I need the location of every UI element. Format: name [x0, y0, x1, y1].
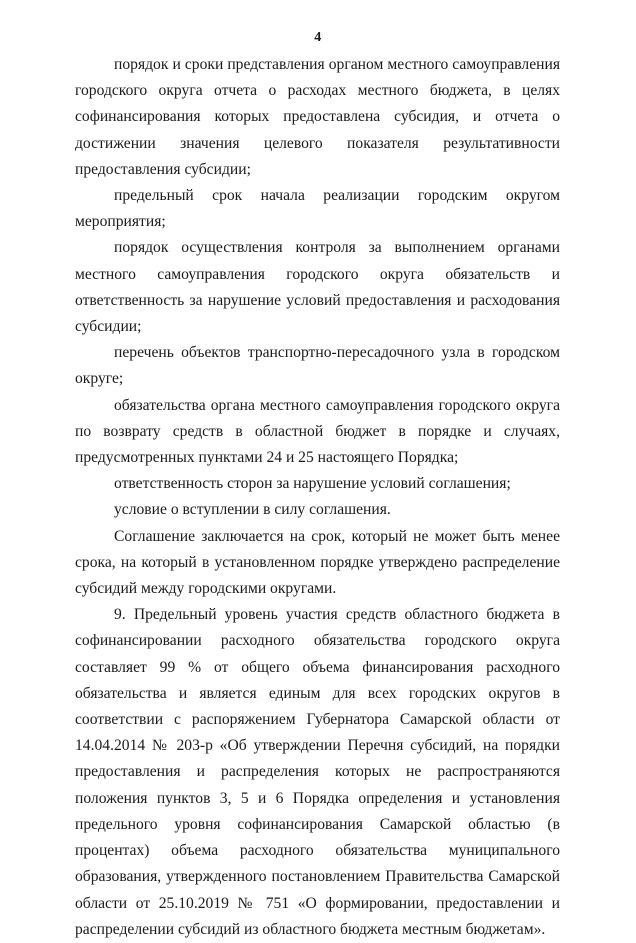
paragraph-report-procedure: порядок и сроки представления органом местного самоуправления городского округа отчета о расходах местного бюджета, в целях софинансирования которых предоставлена субсидия, и отчета о достижении значения целевого показателя результативности предоставления субсидии; — [75, 56, 560, 178]
document-body — [75, 52, 560, 943]
page-number: 4 — [314, 30, 322, 45]
paragraph-control-procedure: порядок осуществления контроля за выполнением органами местного самоуправления городского округа обязательств и ответственность за нарушение условий предоставления и расходования субсидии; — [75, 239, 560, 336]
paragraph-agreement-term: Соглашение заключается на срок, который не может быть менее срока, на который в установленном порядке утверждено распределение субсидий между городскими округами. — [75, 527, 560, 598]
paragraph-objects-list: перечень объектов транспортно-пересадочного узла в городском округе; — [75, 344, 560, 388]
paragraph-responsibility: ответственность сторон за нарушение условий соглашения; — [114, 475, 511, 493]
paragraph-cofinancing-level: 9. Предельный уровень участия средств областного бюджета в софинансировании расходного обязательства городского округа составляет 99 % от общего объема финансирования расходного обязательства и является единым для всех городских округов в соответствии с распоряжением Губернатора Самарской области от 14.04.2014 № 203-р «Об утверждении Перечня субсидий, на порядки предоставления и распределения которых не распространяются положения пунктов 3, 5 и 6 Порядка определения и установления предельного уровня софинансирования Самарской областью (в процентах) объема расходного обязательства муниципального образования, утвержденного постановлением Правительства Самарской области от 25.10.2019 № 751 «О формировании, предоставлении и распределении субсидий из областного бюджета местным бюджетам». — [75, 606, 560, 938]
paragraph-deadline: предельный срок начала реализации городским округом мероприятия; — [75, 187, 560, 231]
paragraph-refund-obligations: обязательства органа местного самоуправления городского округа по возврату средств в областной бюджет в порядке и случаях, предусмотренных пунктами 24 и 25 настоящего Порядка; — [75, 396, 560, 467]
paragraph-entry-into-force: условие о вступлении в силу соглашения. — [114, 501, 391, 519]
